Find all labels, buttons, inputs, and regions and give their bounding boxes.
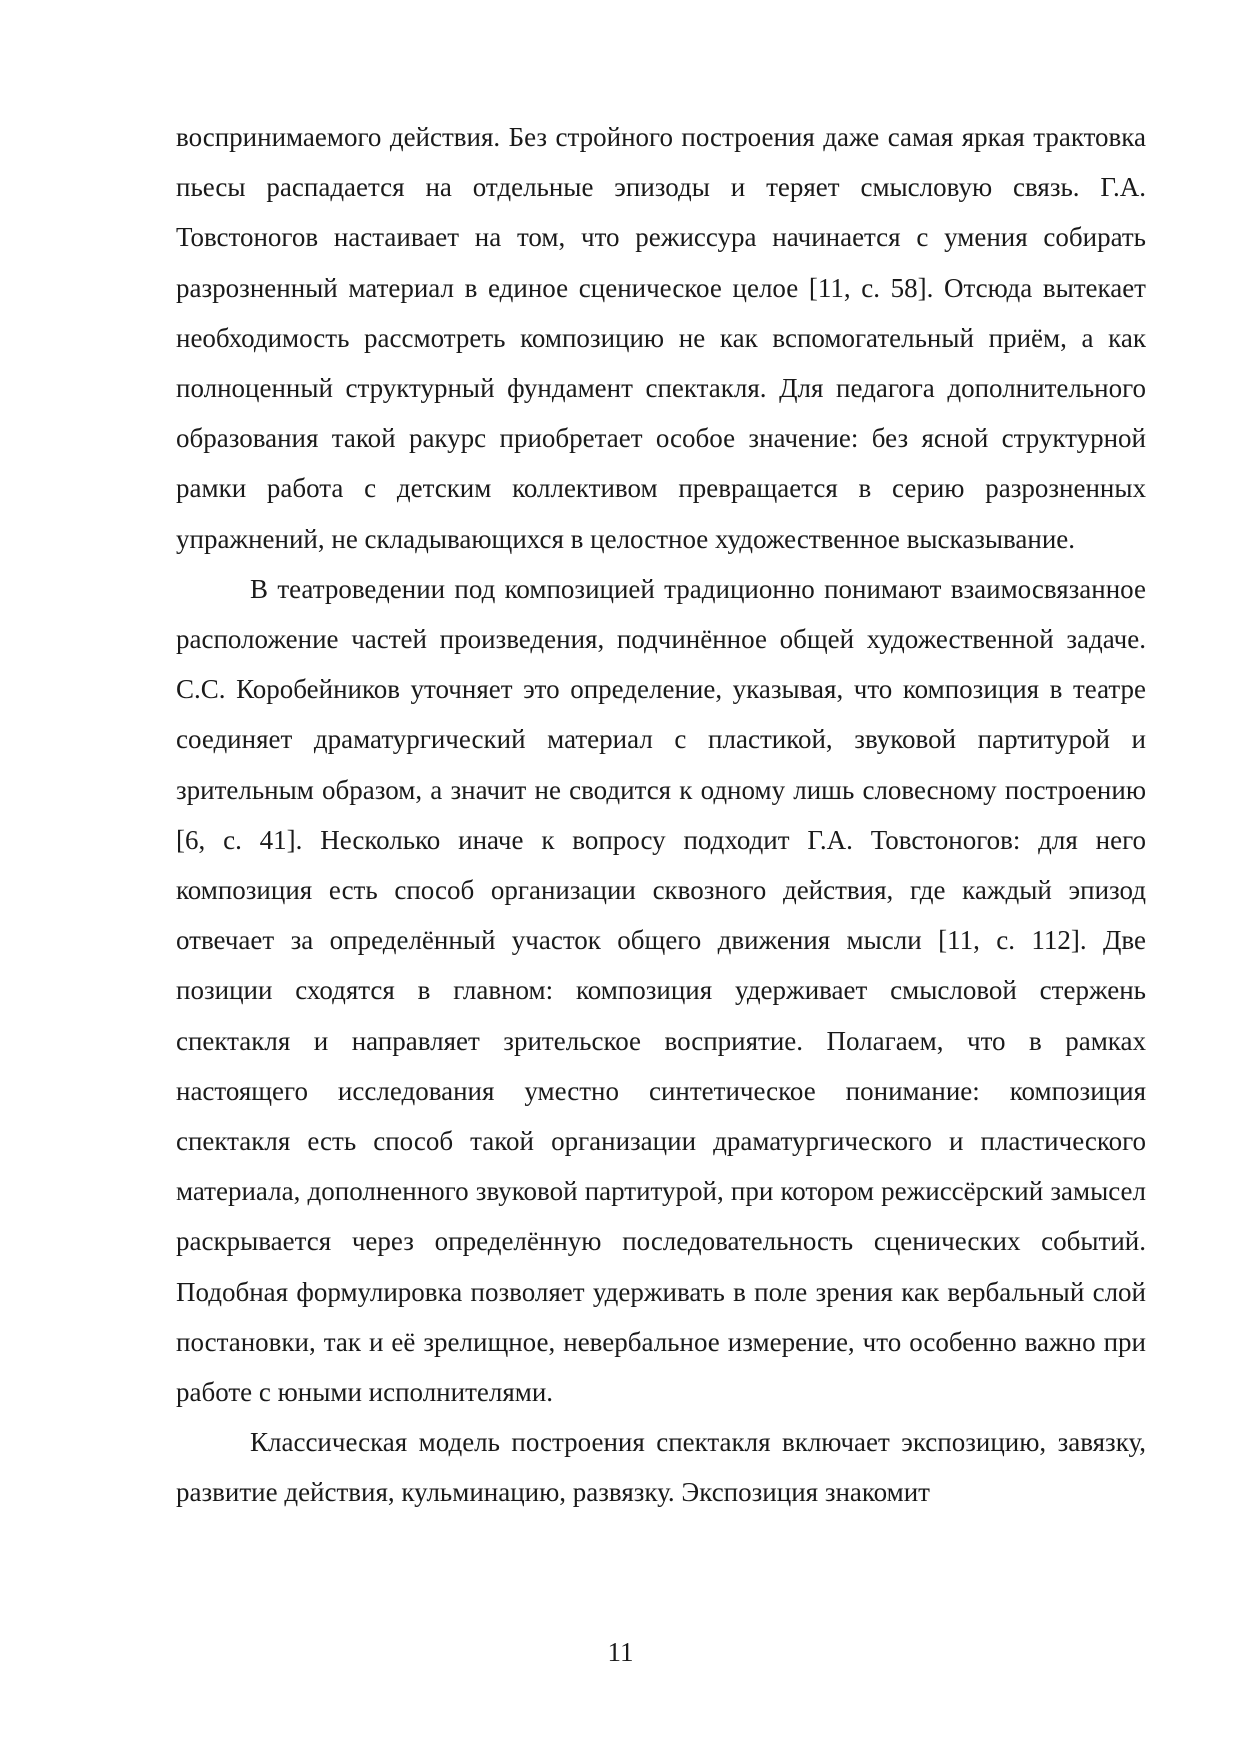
paragraph-composition-definition: В театроведении под композицией традиционно понимают взаимосвязанное расположение частей произведения, подчинённое общей художественной задаче. С.С. Коробейников уточняет это определение, указывая, что композиция в театре соединяет драматургический материал с пластикой, звуковой партитурой и зрительным образом, а значит не сводится к одному лишь словесному построению [6, с. 41]. Несколько иначе к вопросу подходит Г.А. Товстоногов: для него композиция есть способ организации сквозного действия, где каждый эпизод отвечает за определённый участок общего движения мысли [11, с. 112]. Две позиции сходятся в главном: композиция удерживает смысловой стержень спектакля и направляет зрительское восприятие. Полагаем, что в рамках настоящего исследования уместно синтетическое понимание: композиция спектакля есть способ такой организации драматургического и пластического материала, дополненного звуковой партитурой, при котором режиссёрский замысел раскрывается через определённую последовательность сценических событий. Подобная формулировка позволяет удерживать в поле зрения как вербальный слой постановки, так и её зрелищное, невербальное измерение, что особенно важно при работе с юными исполнителями. [176, 573, 1146, 1408]
body-text [176, 112, 1146, 1518]
paragraph-classical-model: Классическая модель построения спектакля включает экспозицию, завязку, развитие действия, кульминацию, развязку. Экспозиция знакомит [176, 1427, 1146, 1508]
page-number: 11 [607, 1637, 634, 1667]
paragraph-continuation: воспринимаемого действия. Без стройного построения даже самая яркая трактовка пьесы распадается на отдельные эпизоды и теряет смысловую связь. Г.А. Товстоногов настаивает на том, что режиссура начинается с умения собирать разрозненный материал в единое сценическое целое [11, с. 58]. Отсюда вытекает необходимость рассмотреть композицию не как вспомогательный приём, а как полноценный структурный фундамент спектакля. Для педагога дополнительного образования такой ракурс приобретает особое значение: без ясной структурной рамки работа с детским коллективом превращается в серию разрозненных упражнений, не складывающихся в целостное художественное высказывание. [176, 122, 1146, 554]
